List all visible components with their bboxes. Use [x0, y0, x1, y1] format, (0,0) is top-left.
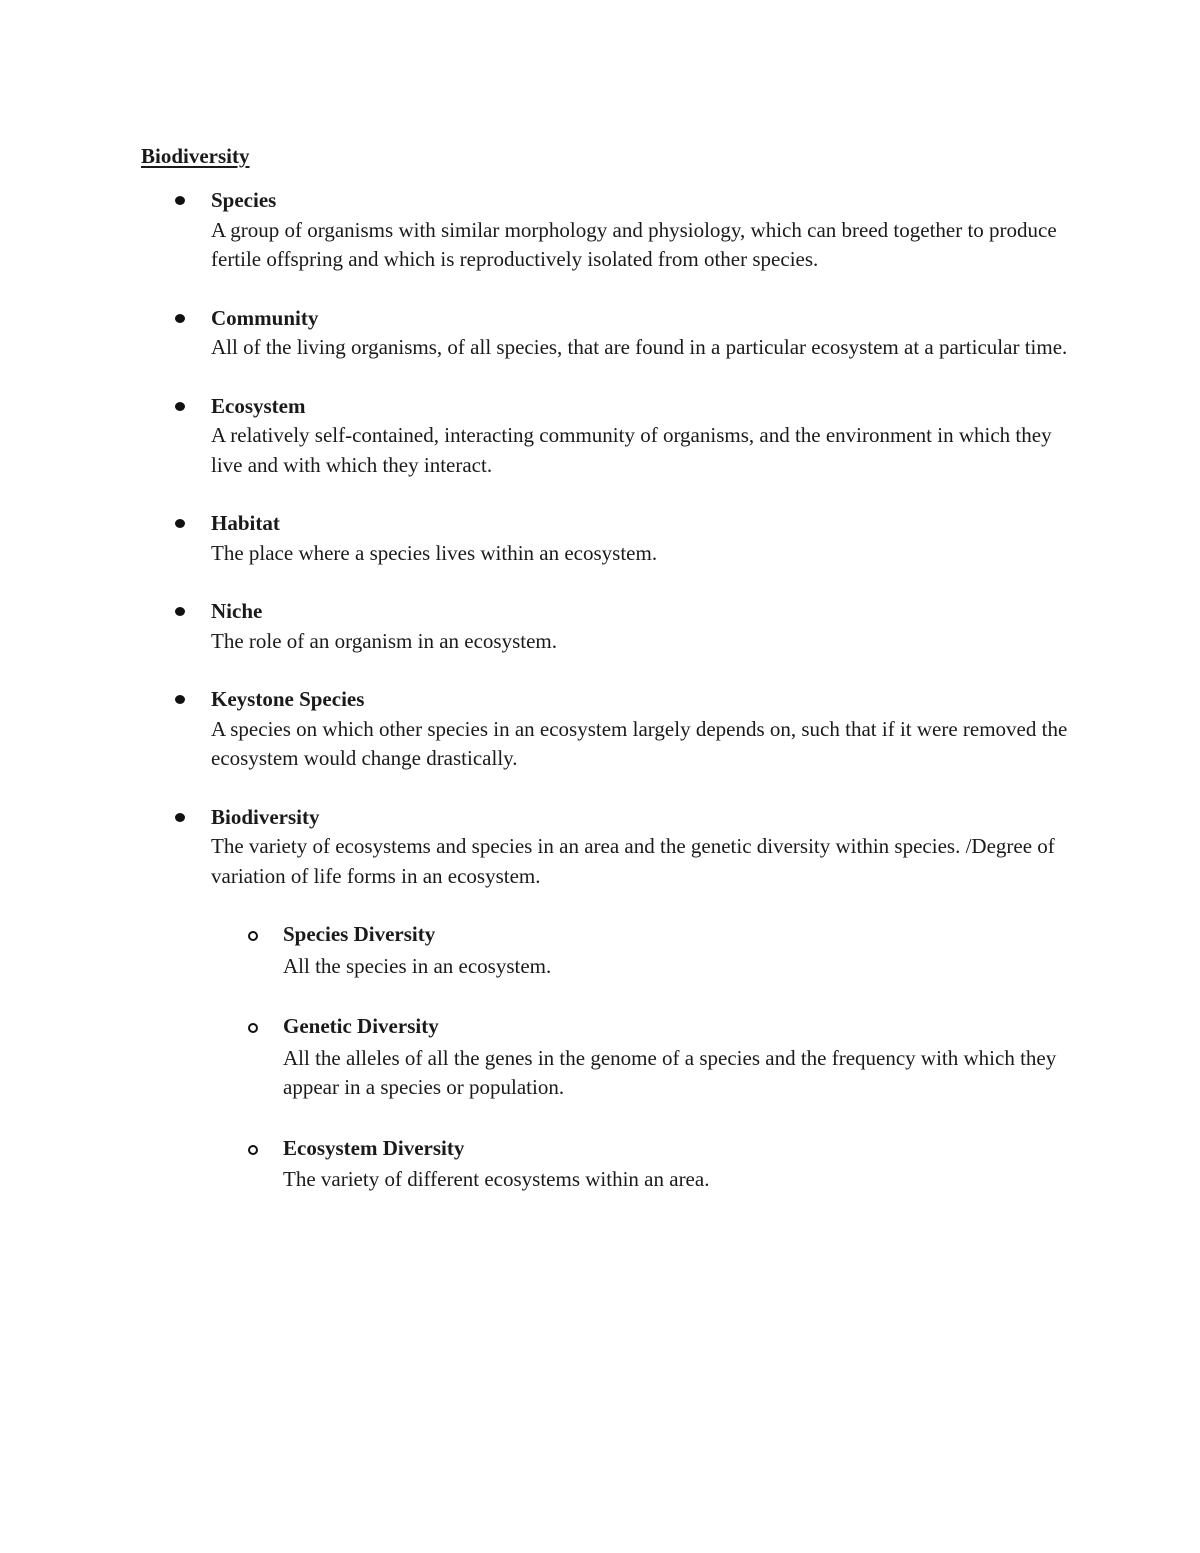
- term-item-niche: [0, 597, 1071, 656]
- bullet-icon: [175, 314, 185, 323]
- term-item-biodiversity: [0, 803, 1071, 1195]
- term-item-community: [0, 304, 1071, 363]
- subterm-item-ecosystem-diversity: [0, 1134, 1073, 1195]
- subterm-definition: All the species in an ecosystem.: [283, 953, 552, 978]
- term-name: Species: [211, 188, 277, 212]
- term-name: Ecosystem: [211, 393, 306, 418]
- term-item-ecosystem: [0, 392, 1071, 481]
- bullet-icon: [175, 196, 185, 205]
- term-definition: The place where a species lives within an ecosystem.: [211, 540, 658, 565]
- bullet-icon: [175, 519, 185, 528]
- bullet-icon: [175, 695, 185, 704]
- subterm-definition: All the alleles of all the genes in the genome of a species and the frequency with which they appear in a species or population.: [283, 1045, 1057, 1099]
- term-definition: The role of an organism in an ecosystem.: [211, 628, 558, 653]
- term-list: [0, 186, 1200, 1226]
- term-definition: The variety of ecosystems and species in an area and the genetic diversity within species. /Degree of variation of life forms in an ecosystem.: [211, 834, 1055, 888]
- bullet-icon: [175, 402, 185, 411]
- term-item-habitat: [0, 509, 1071, 568]
- document-title: Biodiversity: [141, 144, 250, 168]
- subterm-list: [211, 920, 1071, 1195]
- term-name: Niche: [211, 599, 263, 623]
- subterm-name: Ecosystem Diversity: [283, 1135, 465, 1160]
- term-definition: A relatively self-contained, interacting community of organisms, and the environment in which they live and with which they interact.: [211, 423, 1052, 477]
- term-item-species: [0, 186, 1071, 275]
- subterm-item-genetic-diversity: [0, 1012, 1073, 1103]
- term-definition: A group of organisms with similar morphology and physiology, which can breed together to produce fertile offspring and which is reproductively isolated from other species.: [211, 217, 1057, 271]
- term-name: Community: [211, 305, 319, 330]
- subterm-name: Genetic Diversity: [283, 1014, 439, 1038]
- term-name: Biodiversity: [211, 804, 320, 829]
- term-definition: A species on which other species in an ecosystem largely depends on, such that if it were removed the ecosystem would change drastically.: [211, 716, 1068, 770]
- hollow-bullet-icon: [248, 931, 258, 941]
- term-item-keystone-species: [0, 685, 1071, 774]
- term-name: Keystone Species: [211, 687, 365, 711]
- hollow-bullet-icon: [248, 1023, 258, 1033]
- hollow-bullet-icon: [248, 1145, 258, 1155]
- subterm-name: Species Diversity: [283, 922, 436, 946]
- subterm-item-species-diversity: [0, 920, 1073, 981]
- bullet-icon: [175, 607, 185, 616]
- term-definition: All of the living organisms, of all species, that are found in a particular ecosystem at a particular time.: [211, 335, 1068, 359]
- subterm-definition: The variety of different ecosystems within an area.: [283, 1167, 710, 1191]
- term-name: Habitat: [211, 511, 280, 535]
- bullet-icon: [175, 813, 185, 822]
